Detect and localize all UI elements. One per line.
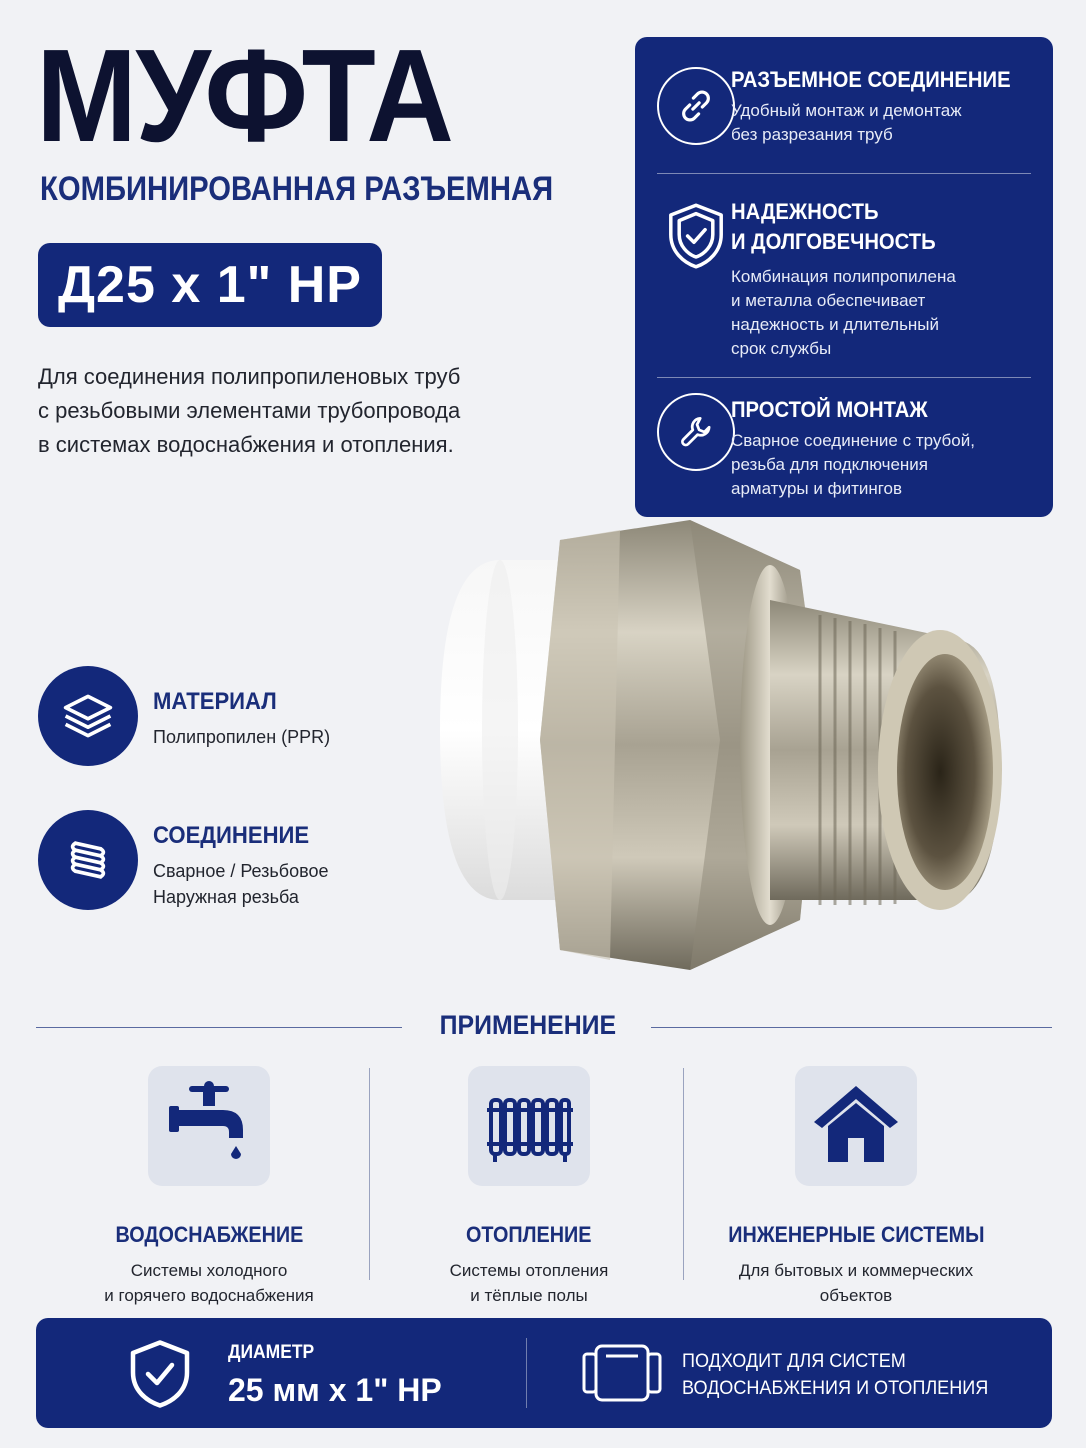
spec-text-line: Полипропилен (PPR) (153, 727, 331, 747)
feature-divider (657, 173, 1031, 174)
compatibility-text-line: ПОДХОДИТ ДЛЯ СИСТЕМ (682, 1351, 906, 1372)
features-panel (635, 37, 1053, 517)
spec-text (153, 858, 329, 910)
feature-title (731, 197, 936, 257)
application-heading-text: ПРИМЕНЕНИЕ (439, 1010, 617, 1040)
spec-text-line: Сварное / Резьбовое (153, 861, 329, 881)
column-divider (683, 1068, 684, 1280)
application-title (379, 1222, 679, 1248)
feature-text-line: без разрезания труб (731, 125, 893, 144)
application-item (706, 1066, 1006, 1308)
application-heading (0, 1010, 1056, 1041)
feature-text-line: надежность и длительный (731, 315, 940, 334)
application-item (59, 1066, 359, 1308)
link-icon (657, 67, 735, 145)
application-text (59, 1258, 359, 1308)
house-icon (795, 1066, 917, 1186)
radiator-icon (468, 1066, 590, 1186)
feature-text-line: Сварное соединение с трубой, (731, 431, 975, 450)
application-item (379, 1066, 679, 1308)
feature-title-line: НАДЕЖНОСТЬ (731, 199, 879, 224)
feature-text (731, 265, 956, 361)
bottom-info-bar (36, 1318, 1052, 1428)
thread-coil-icon (38, 810, 138, 910)
bottom-divider (526, 1338, 527, 1408)
feature-text-line: и металла обеспечивает (731, 291, 926, 310)
shield-check-icon (126, 1338, 194, 1410)
shield-check-icon (657, 197, 735, 275)
application-title-text: ИНЖЕНЕРНЫЕ СИСТЕМЫ (727, 1222, 985, 1247)
spec-text (153, 724, 330, 750)
feature-divider (657, 377, 1031, 378)
application-title (706, 1222, 1006, 1248)
description-line: с резьбовыми элементами трубопровода (38, 398, 461, 423)
pipe-icon (580, 1340, 664, 1406)
feature-text-line: арматуры и фитингов (731, 479, 903, 498)
size-badge: Д25 х 1" НР (38, 243, 382, 327)
feature-text (731, 429, 975, 501)
application-title-text: ОТОПЛЕНИЕ (466, 1222, 592, 1247)
feature-text-line: Комбинация полипропилена (731, 267, 956, 286)
description-line: в системах водоснабжения и отопления. (38, 432, 454, 457)
feature-text-line: резьба для подключения (731, 455, 929, 474)
compatibility-text (682, 1348, 1004, 1402)
spec-text-line: Наружная резьба (153, 887, 299, 907)
application-text-line: Для бытовых и коммерческих (738, 1261, 974, 1280)
product-image (440, 520, 1020, 980)
product-description (38, 360, 558, 462)
feature-title-line: И ДОЛГОВЕЧНОСТЬ (731, 229, 936, 254)
application-text (379, 1258, 679, 1308)
diameter-label: ДИАМЕТР (228, 1342, 315, 1363)
application-text-line: объектов (819, 1286, 893, 1305)
description-line: Для соединения полипропиленовых труб (38, 364, 461, 389)
product-title: МУФТА (36, 22, 453, 169)
feature-title: ПРОСТОЙ МОНТАЖ (731, 397, 928, 422)
feature-title: РАЗЪЕМНОЕ СОЕДИНЕНИЕ (731, 67, 1011, 92)
wrench-icon (657, 393, 735, 471)
feature-text (731, 99, 962, 147)
application-title (59, 1222, 359, 1248)
feature-text-line: срок службы (731, 339, 832, 358)
application-text-line: и тёплые полы (470, 1286, 588, 1305)
water-tap-icon (148, 1066, 270, 1186)
application-text (706, 1258, 1006, 1308)
compatibility-text-line: ВОДОСНАБЖЕНИЯ И ОТОПЛЕНИЯ (682, 1378, 989, 1399)
product-subtitle: КОМБИНИРОВАННАЯ РАЗЪЕМНАЯ (40, 170, 554, 208)
application-text-line: и горячего водоснабжения (104, 1286, 314, 1305)
layers-icon (38, 666, 138, 766)
application-title-text: ВОДОСНАБЖЕНИЕ (115, 1222, 303, 1247)
column-divider (369, 1068, 370, 1280)
application-text-line: Системы отопления (449, 1261, 609, 1280)
application-text-line: Системы холодного (130, 1261, 288, 1280)
spec-title: МАТЕРИАЛ (153, 688, 277, 715)
feature-text-line: Удобный монтаж и демонтаж (731, 101, 962, 120)
diameter-value: 25 мм х 1" НР (228, 1372, 442, 1408)
spec-title: СОЕДИНЕНИЕ (153, 822, 310, 849)
